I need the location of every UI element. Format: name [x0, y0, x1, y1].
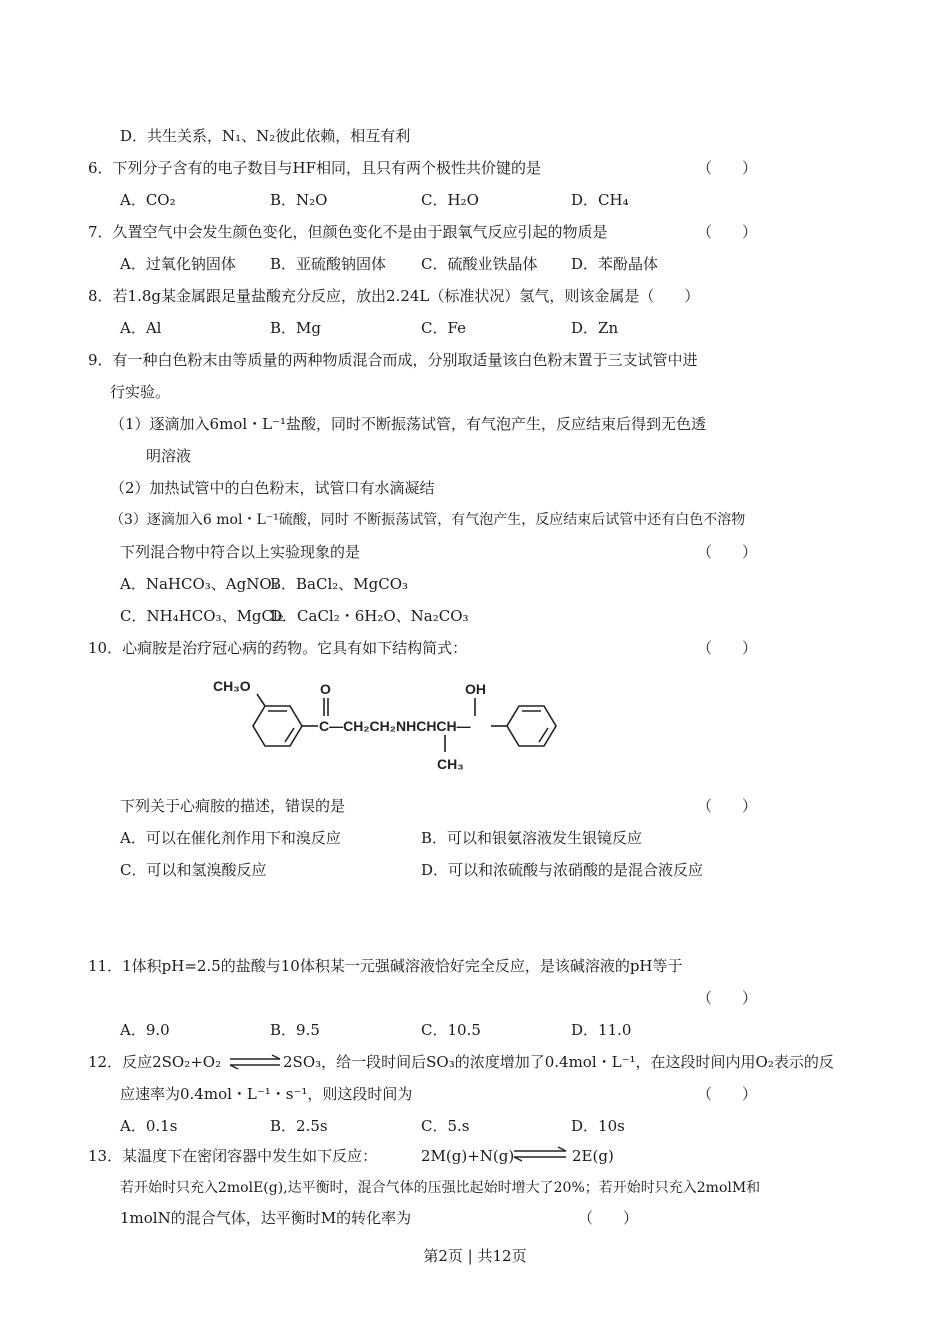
- q10-stem: 10．心痌胺是治疗冠心病的药物。它具有如下结构简式：: [88, 639, 468, 657]
- q8-stem: 8．若1.8g某金属跟足量盐酸充分反应，放出2.24L（标准状况）氢气，则该金属是（ ）: [88, 287, 700, 305]
- q9-step1-line1: （1）逐滴加入6mol・L⁻¹盐酸，同时不断振荡试管，有气泡产生，反应结束后得到无色透: [110, 415, 707, 433]
- q7-option-c: C．硫酸业铁晶体: [421, 255, 538, 273]
- q6-option-c: C．H₂O: [421, 191, 479, 209]
- q8-option-c: C．Fe: [421, 319, 466, 337]
- q9-option-d: D．CaCl₂・6H₂O、Na₂CO₃: [270, 607, 469, 625]
- chain-label: C—CH₂CH₂NHCHCH—: [319, 718, 471, 734]
- q7-option-d: D．苯酚晶体: [571, 255, 659, 273]
- q9-answer-paren: （ ）: [697, 543, 758, 561]
- q7-option-a: A．过氧化钠固体: [120, 255, 236, 273]
- q12-stem-lead: 12．反应2SO₂+O₂: [88, 1053, 222, 1071]
- q11-option-c: C．10.5: [421, 1021, 481, 1039]
- q12-option-d: D．10s: [571, 1117, 625, 1135]
- q9-step2: （2）加热试管中的白色粉末，试管口有水滴凝结: [110, 479, 435, 497]
- q7-option-b: B．亚硫酸钠固体: [270, 255, 387, 273]
- q10-option-c: C．可以和氢溴酸反应: [120, 861, 267, 879]
- q5-option-d: D．共生关系，N₁、N₂彼此依赖，相互有利: [120, 127, 411, 145]
- q10-question: 下列关于心痌胺的描述，错误的是: [120, 797, 346, 815]
- q8-option-b: B．Mg: [270, 319, 321, 337]
- q9-step1-line2: 明溶液: [146, 447, 192, 465]
- structural-formula-figure: [205, 672, 575, 782]
- q9-stem-line2: 行实验。: [110, 383, 171, 401]
- q11-option-d: D．11.0: [571, 1021, 632, 1039]
- q10-option-d: D．可以和浓硫酸与浓硝酸的是混合液反应: [421, 861, 704, 879]
- q6-answer-paren: （ ）: [697, 159, 758, 177]
- methyl-label: CH₃: [437, 756, 464, 772]
- q9-question: 下列混合物中符合以上实验现象的是: [120, 543, 361, 561]
- carbonyl-oxygen-label: O: [320, 681, 331, 697]
- page-footer: 第2页 | 共12页: [423, 1247, 527, 1265]
- q10-answer-paren-2: （ ）: [697, 797, 758, 815]
- q9-option-c: C．NH₄HCO₃、MgCl₂: [120, 607, 284, 625]
- q9-option-b: B．BaCl₂、MgCO₃: [270, 575, 409, 593]
- q12-stem-line2: 应速率为0.4mol・L⁻¹・s⁻¹，则这段时间为: [120, 1085, 413, 1103]
- q11-option-a: A．9.0: [120, 1021, 170, 1039]
- q9-option-a: A．NaHCO₃、AgNO₃: [120, 575, 278, 593]
- q11-option-b: B．9.5: [270, 1021, 320, 1039]
- q12-option-c: C．5.s: [421, 1117, 470, 1135]
- q6-option-a: A．CO₂: [120, 191, 176, 209]
- benzene-ring-left: [253, 706, 302, 746]
- q7-answer-paren: （ ）: [697, 223, 758, 241]
- q13-products: 2E(g): [572, 1147, 614, 1165]
- q10-option-a: A．可以在催化剂作用下和溴反应: [120, 829, 341, 847]
- q12-answer-paren: （ ）: [697, 1085, 758, 1103]
- q10-answer-paren: （ ）: [697, 639, 758, 657]
- q6-option-d: D．CH₄: [571, 191, 629, 209]
- q10-option-b: B．可以和银氨溶液发生银镜反应: [421, 829, 643, 847]
- q6-option-b: B．N₂O: [270, 191, 328, 209]
- q6-stem: 6．下列分子含有的电子数目与HF相同，且只有两个极性共价键的是: [88, 159, 542, 177]
- q12-option-a: A．0.1s: [120, 1117, 178, 1135]
- q13-reactants: 2M(g)+N(g): [421, 1147, 515, 1165]
- methoxy-label: CH₃O: [213, 678, 251, 694]
- q13-stem-line2: 若开始时只充入2molE(g),达平衡时，混合气体的压强比起始时增大了20%；若开始时只充入2molM和: [120, 1180, 761, 1196]
- q8-option-d: D．Zn: [571, 319, 619, 337]
- q9-stem-line1: 9．有一种白色粉末由等质量的两种物质混合而成，分别取适量该白色粉末置于三支试管中进: [88, 351, 698, 369]
- equilibrium-arrow-icon: [228, 1054, 282, 1070]
- q9-step3: （3）逐滴加入6 mol・L⁻¹硫酸，同时 不断振荡试管，有气泡产生，反应结束后试管中还有白色不溶物: [110, 512, 746, 528]
- benzene-ring-right: [507, 706, 556, 746]
- equilibrium-arrow-icon: [512, 1146, 568, 1162]
- q12-stem-rest: 2SO₃，给一段时间后SO₃的浓度增加了0.4mol・L⁻¹，在这段时间内用O₂表示的反: [283, 1053, 834, 1071]
- q11-stem: 11．1体积pH=2.5的盐酸与10体积某一元强碱溶液恰好完全反应，是该碱溶液的pH等于: [88, 957, 683, 975]
- q13-answer-paren: （ ）: [578, 1209, 639, 1227]
- q8-option-a: A．Al: [120, 319, 162, 337]
- q12-option-b: B．2.5s: [270, 1117, 328, 1135]
- q13-stem-line3: 1molN的混合气体，达平衡时M的转化率为: [120, 1209, 412, 1227]
- hydroxyl-label: OH: [465, 681, 486, 697]
- q7-stem: 7．久置空气中会发生颜色变化，但颜色变化不是由于跟氧气反应引起的物质是: [88, 223, 608, 241]
- q13-stem-lead: 13．某温度下在密闭容器中发生如下反应：: [88, 1147, 378, 1165]
- q11-answer-paren: （ ）: [697, 989, 758, 1007]
